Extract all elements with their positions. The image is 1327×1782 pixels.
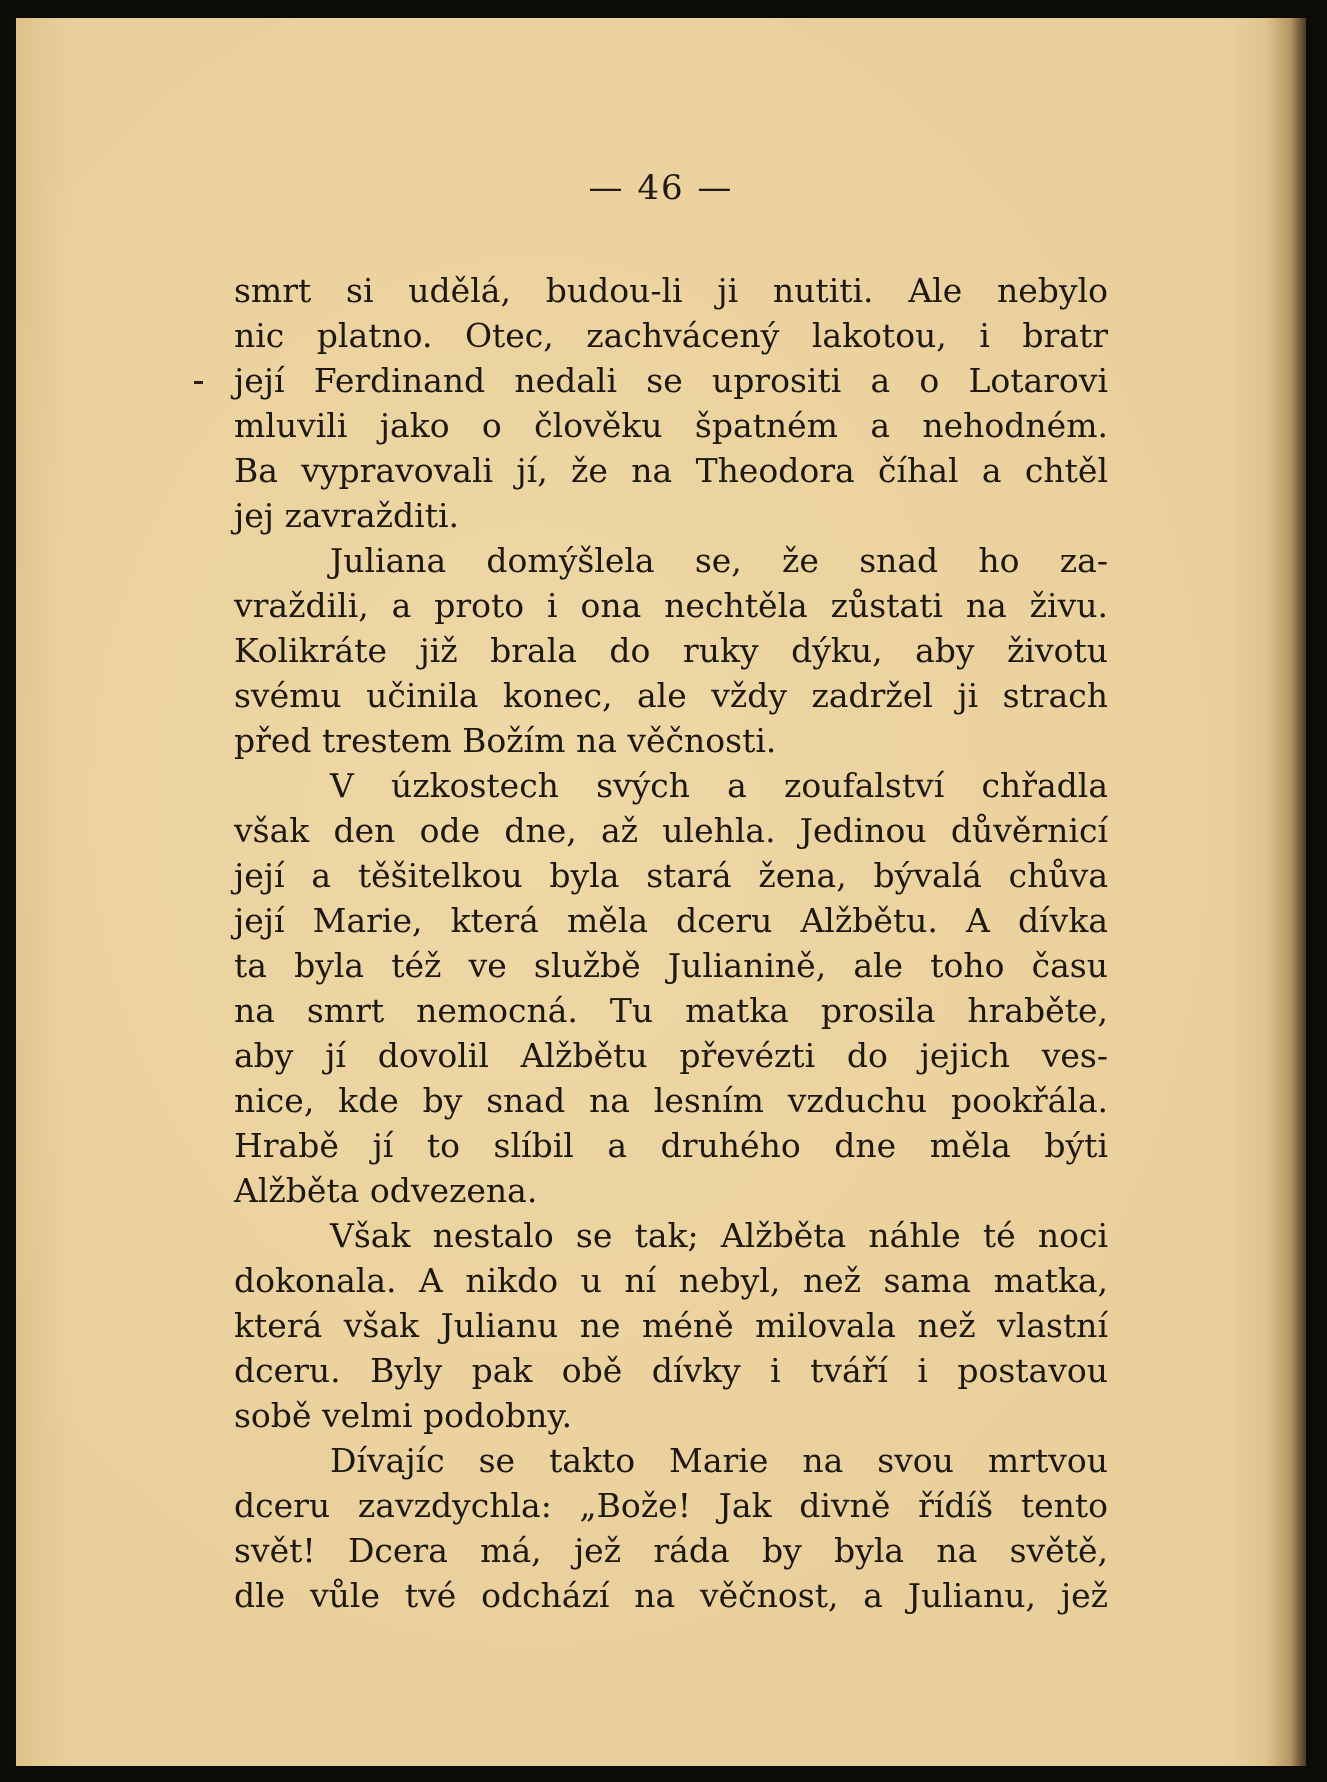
text-line: Hrabě jí to slíbil a druhého dne měla býti [234,1126,1108,1165]
text-line: Alžběta odvezena. [234,1171,538,1210]
text-line: její Ferdinand nedali se uprositi a o Lotarovi [234,361,1108,400]
text-line: která však Julianu ne méně milovala než vlastní [234,1306,1108,1345]
text-line: mluvili jako o člověku špatném a nehodném. [234,406,1108,445]
paragraph-first-line: Však nestalo se tak; Alžběta náhle té noci [330,1216,1108,1255]
text-line: Kolikráte již brala do ruky dýku, aby životu [234,631,1108,670]
text-line: Ba vypravovali jí, že na Theodora číhal a chtěl [234,451,1108,490]
text-line: nice, kde by snad na lesním vzduchu pookřála. [234,1081,1108,1120]
text-line: aby jí dovolil Alžbětu převézti do jejich ves- [234,1036,1108,1075]
page-gutter-shadow [1266,18,1306,1766]
text-line: její Marie, která měla dceru Alžbětu. A dívka [234,901,1108,940]
text-line: dle vůle tvé odchází na věčnost, a Julianu, jež [234,1576,1108,1615]
text-line: dceru zavzdychla: „Bože! Jak divně řídíš tento [234,1486,1108,1525]
text-line: vraždili, a proto i ona nechtěla zůstati na živu. [234,586,1108,625]
text-line: nic platno. Otec, zachvácený lakotou, i bratr [234,316,1108,355]
text-line: svět! Dcera má, jež ráda by byla na světě, [234,1531,1108,1570]
text-line: však den ode dne, až ulehla. Jedinou důvěrnicí [234,811,1108,850]
margin-dash-mark [194,381,203,384]
text-line: její a těšitelkou byla stará žena, bývalá chůva [234,856,1108,895]
page-number: — 46 — [588,168,734,208]
body-text [234,268,1108,1618]
text-line: jej zavražditi. [234,496,460,535]
paragraph-first-line: V úzkostech svých a zoufalství chřadla [330,766,1108,805]
text-line: smrt si udělá, budou-li ji nutiti. Ale nebylo [234,271,1108,310]
text-line: před trestem Božím na věčnosti. [234,721,777,760]
text-line: ta byla též ve službě Julianině, ale toho času [234,946,1108,985]
text-line: svému učinila konec, ale vždy zadržel ji strach [234,676,1108,715]
text-line: na smrt nemocná. Tu matka prosila hraběte, [234,991,1108,1030]
paragraph-first-line: Dívajíc se takto Marie na svou mrtvou [330,1441,1108,1480]
text-line: sobě velmi podobny. [234,1396,573,1435]
text-line: dceru. Byly pak obě dívky i tváří i postavou [234,1351,1108,1390]
book-page [16,18,1306,1766]
paragraph-first-line: Juliana domýšlela se, že snad ho za- [330,541,1108,580]
text-line: dokonala. A nikdo u ní nebyl, než sama matka, [234,1261,1108,1300]
